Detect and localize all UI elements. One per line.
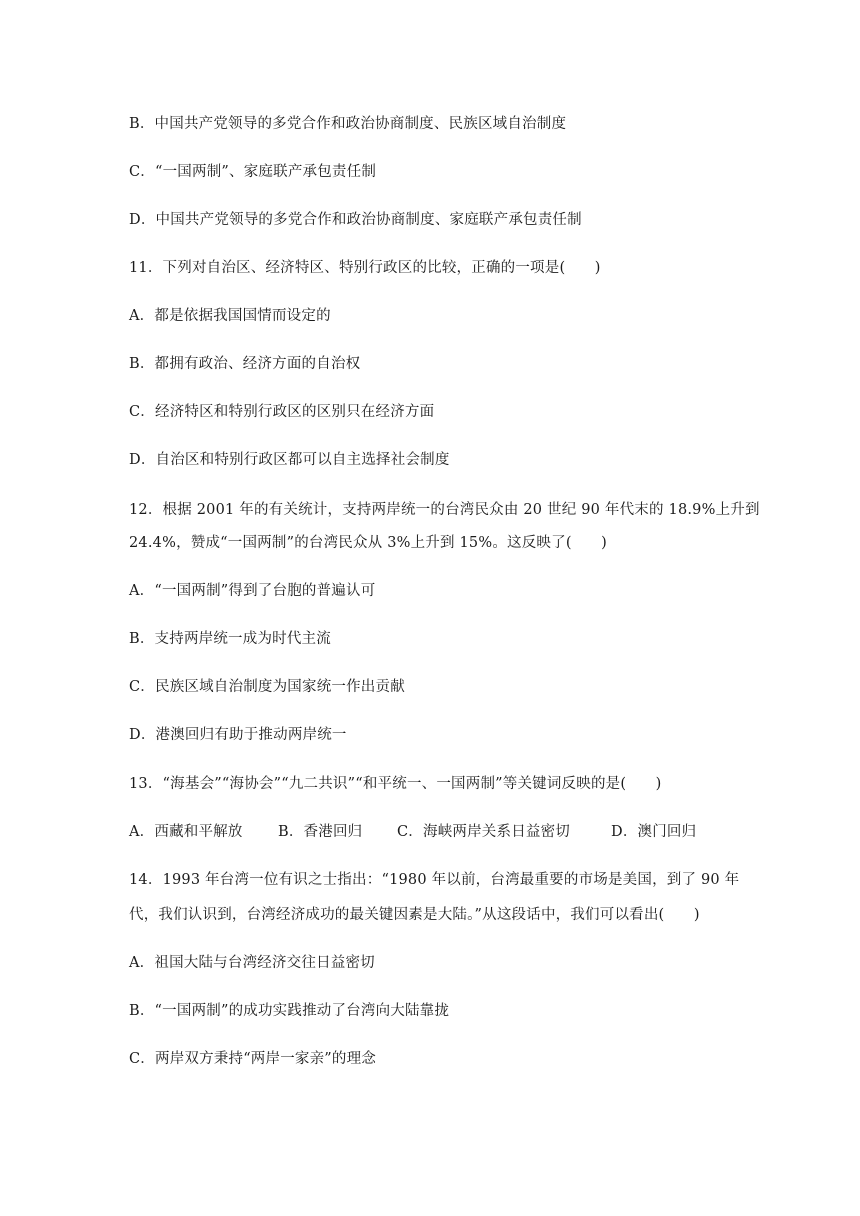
q12-stem-line1: 12．根据 2001 年的有关统计，支持两岸统一的台湾民众由 20 世纪 90 年代末的 18.9%上升到 (129, 502, 760, 518)
q10-option-b: B．中国共产党领导的多党合作和政治协商制度、民族区域自治制度 (129, 116, 567, 132)
q12-stem-line2: 24.4%，赞成“一国两制”的台湾民众从 3%上升到 15%。这反映了( ) (129, 535, 607, 551)
q11-option-d: D．自治区和特别行政区都可以自主选择社会制度 (129, 452, 450, 468)
q10-option-d: D．中国共产党领导的多党合作和政治协商制度、家庭联产承包责任制 (129, 212, 582, 228)
q14-stem-line1: 14．1993 年台湾一位有识之士指出：“1980 年以前，台湾最重要的市场是美国，到了 90 年 (129, 872, 740, 888)
q13-option-c: C．海峡两岸关系日益密切 (397, 824, 570, 840)
q11-option-a: A．都是依据我国国情而设定的 (129, 308, 331, 324)
q12-option-b: B．支持两岸统一成为时代主流 (129, 631, 331, 647)
q11-stem: 11．下列对自治区、经济特区、特别行政区的比较，正确的一项是( ) (129, 260, 601, 276)
q14-option-a: A．祖国大陆与台湾经济交往日益密切 (129, 955, 375, 971)
q11-option-c: C．经济特区和特别行政区的区别只在经济方面 (129, 404, 435, 420)
q13-option-a: A．西藏和平解放 (129, 824, 243, 840)
q13-stem: 13．“海基会”“海协会”“九二共识”“和平统一、一国两制”等关键词反映的是( ) (129, 776, 662, 792)
q14-option-b: B．“一国两制”的成功实践推动了台湾向大陆靠拢 (129, 1003, 450, 1019)
q11-option-b: B．都拥有政治、经济方面的自治权 (129, 356, 361, 372)
q12-option-a: A．“一国两制”得到了台胞的普遍认可 (129, 583, 376, 599)
q14-stem-line2: 代，我们认识到，台湾经济成功的最关键因素是大陆。”从这段话中，我们可以看出( ) (129, 907, 700, 923)
q10-option-c: C．“一国两制”、家庭联产承包责任制 (129, 164, 377, 180)
q13-option-d: D．澳门回归 (611, 824, 697, 840)
q14-option-c: C．两岸双方秉持“两岸一家亲”的理念 (129, 1051, 377, 1067)
q13-option-b: B．香港回归 (278, 824, 363, 840)
q12-option-c: C．民族区域自治制度为国家统一作出贡献 (129, 679, 405, 695)
q12-option-d: D．港澳回归有助于推动两岸统一 (129, 727, 347, 743)
